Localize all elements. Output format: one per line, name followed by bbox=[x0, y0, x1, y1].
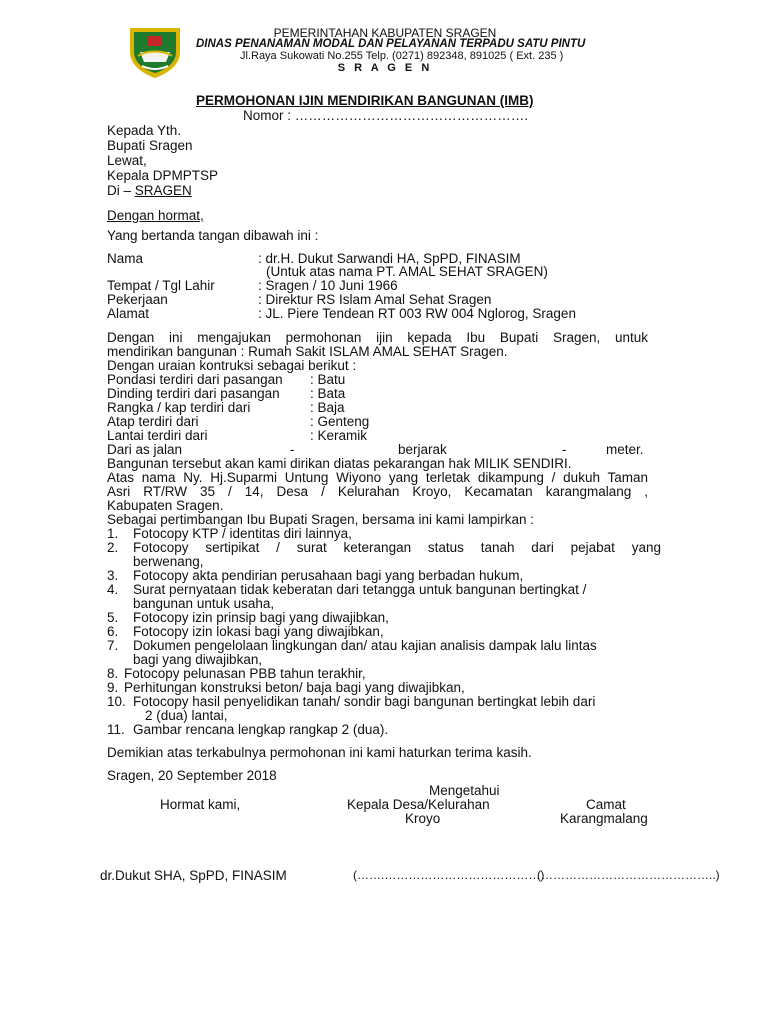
addressee-line: Di – SRAGEN bbox=[107, 183, 192, 198]
value-nama: : dr.H. Dukut Sarwandi HA, SpPD, FINASIM bbox=[258, 251, 521, 266]
camat-place: Karangmalang bbox=[560, 811, 648, 826]
mengetahui-label: Mengetahui bbox=[429, 783, 500, 798]
distance-dash: - bbox=[562, 442, 567, 457]
construction-value: : Batu bbox=[310, 372, 346, 387]
list-item: Surat pernyataan tidak keberatan dari tetangga untuk bangunan bertingkat / bbox=[133, 582, 587, 597]
paragraph-line: Dengan ini mengajukan permohonan ijin kepada Ibu Bupati Sragen, untuk bbox=[107, 330, 648, 345]
construction-value: : Baja bbox=[310, 400, 345, 415]
list-item-cont: bangunan untuk usaha, bbox=[133, 596, 275, 611]
list-item: Gambar rencana lengkap rangkap 2 (dua). bbox=[133, 722, 389, 737]
closing-text: Demikian atas terkabulnya permohonan ini kami haturkan terima kasih. bbox=[107, 745, 532, 760]
list-item-cont: berwenang, bbox=[133, 554, 204, 569]
list-number: 9. bbox=[107, 680, 119, 695]
list-item: Dokumen pengelolaan lingkungan dan/ atau kajian analisis dampak lalu lintas bbox=[133, 638, 597, 653]
list-number: 8. bbox=[107, 666, 119, 681]
signatory-name: dr.Dukut SHA, SpPD, FINASIM bbox=[100, 868, 287, 883]
list-number: 6. bbox=[107, 624, 119, 639]
list-item: Fotocopy izin prinsip bagi yang diwajibkan, bbox=[133, 610, 389, 625]
addressee-line: Kepala DPMPTSP bbox=[107, 168, 219, 183]
addressee-city: SRAGEN bbox=[134, 183, 192, 198]
document-number: Nomor : ……………………………………………. bbox=[243, 108, 529, 123]
value-nama-note: (Untuk atas nama PT. AMAL SEHAT SRAGEN) bbox=[266, 264, 548, 279]
distance-word: berjarak bbox=[398, 442, 447, 457]
construction-value: : Keramik bbox=[310, 428, 368, 443]
header-government: PEMERINTAHAN KABUPATEN SRAGEN bbox=[273, 26, 497, 40]
construction-label: Rangka / kap terdiri dari bbox=[107, 400, 251, 415]
kades-place: Kroyo bbox=[405, 811, 441, 826]
header-city: S R A G E N bbox=[337, 62, 433, 74]
paragraph-line: mendirikan bangunan : Rumah Sakit ISLAM AMAL SEHAT Sragen. bbox=[107, 344, 508, 359]
sragen-regency-emblem bbox=[126, 22, 184, 80]
list-item: Perhitungan konstruksi beton/ baja bagi yang diwajibkan, bbox=[124, 680, 465, 695]
list-item: Fotocopy KTP / identitas diri lainnya, bbox=[133, 526, 352, 541]
kades-signature-blank: (…….…………………………………) bbox=[353, 868, 545, 882]
list-item-cont: bagi yang diwajibkan, bbox=[133, 652, 263, 667]
list-number: 7. bbox=[107, 638, 119, 653]
label-nama: Nama bbox=[107, 251, 144, 266]
construction-label: Lantai terdiri dari bbox=[107, 428, 208, 443]
list-item: Fotocopy akta pendirian perusahaan bagi yang berbadan hukum, bbox=[133, 568, 524, 583]
value-ttl: : Sragen / 10 Juni 1966 bbox=[258, 278, 398, 293]
label-ttl: Tempat / Tgl Lahir bbox=[107, 278, 215, 293]
hormat-kami-label: Hormat kami, bbox=[160, 797, 241, 812]
distance-dash: - bbox=[290, 442, 295, 457]
construction-label: Pondasi terdiri dari pasangan bbox=[107, 372, 283, 387]
label-alamat: Alamat bbox=[107, 306, 150, 321]
place-date: Sragen, 20 September 2018 bbox=[107, 768, 277, 783]
addressee-line: Lewat, bbox=[107, 153, 147, 168]
value-pekerjaan: : Direktur RS Islam Amal Sehat Sragen bbox=[258, 292, 492, 307]
list-item: Fotocopy izin lokasi bagi yang diwajibkan, bbox=[133, 624, 384, 639]
paragraph-line: Asri RT/RW 35 / 14, Desa / Kelurahan Kroyo, Kecamatan karangmalang , bbox=[107, 484, 648, 499]
list-item: Fotocopy hasil penyelidikan tanah/ sondir bagi bangunan bertingkat lebih dari bbox=[133, 694, 596, 709]
construction-label: Dinding terdiri dari pasangan bbox=[107, 386, 280, 401]
camat-title: Camat bbox=[586, 797, 626, 812]
list-number: 11. bbox=[107, 722, 125, 737]
list-number: 10. bbox=[107, 694, 126, 709]
intro-text: Yang bertanda tangan dibawah ini : bbox=[107, 228, 319, 243]
value-alamat: : JL. Piere Tendean RT 003 RW 004 Nglorog, Sragen bbox=[258, 306, 576, 321]
distance-unit: meter. bbox=[606, 442, 644, 457]
construction-value: : Genteng bbox=[310, 414, 370, 429]
camat-signature-blank: (……………………………………..) bbox=[537, 868, 720, 882]
kades-title: Kepala Desa/Kelurahan bbox=[347, 797, 490, 812]
label-pekerjaan: Pekerjaan bbox=[107, 292, 168, 307]
list-number: 4. bbox=[107, 582, 119, 597]
header-address: Jl.Raya Sukowati No.255 Telp. (0271) 892348, 891025 ( Ext. 235 ) bbox=[240, 50, 564, 62]
list-number: 5. bbox=[107, 610, 119, 625]
paragraph-line: Sebagai pertimbangan Ibu Bupati Sragen, bersama ini kami lampirkan : bbox=[107, 512, 534, 527]
construction-value: : Bata bbox=[310, 386, 346, 401]
paragraph-line: Bangunan tersebut akan kami dirikan diatas pekarangan hak MILIK SENDIRI. bbox=[107, 456, 572, 471]
list-item: Fotocopy pelunasan PBB tahun terakhir, bbox=[124, 666, 366, 681]
list-item: Fotocopy sertipikat / surat keterangan status tanah dari pejabat yang bbox=[133, 540, 661, 555]
construction-label: Atap terdiri dari bbox=[107, 414, 199, 429]
paragraph-line: Dengan uraian kontruksi sebagai berikut : bbox=[107, 358, 357, 373]
greeting: Dengan hormat, bbox=[107, 208, 204, 223]
addressee-line: Bupati Sragen bbox=[107, 138, 193, 153]
distance-label: Dari as jalan bbox=[107, 442, 183, 457]
list-number: 2. bbox=[107, 540, 119, 555]
paragraph-line: Kabupaten Sragen. bbox=[107, 498, 224, 513]
paragraph-line: Atas nama Ny. Hj.Suparmi Untung Wiyono yang terletak dikampung / dukuh Taman bbox=[107, 470, 648, 485]
list-number: 3. bbox=[107, 568, 119, 583]
list-number: 1. bbox=[107, 526, 119, 541]
addressee-line: Kepada Yth. bbox=[107, 123, 182, 138]
document-title: PERMOHONAN IJIN MENDIRIKAN BANGUNAN (IMB) bbox=[196, 93, 534, 108]
list-item-cont: 2 (dua) lantai, bbox=[145, 708, 228, 723]
header-agency: DINAS PENANAMAN MODAL DAN PELAYANAN TERPADU SATU PINTU bbox=[196, 38, 586, 50]
